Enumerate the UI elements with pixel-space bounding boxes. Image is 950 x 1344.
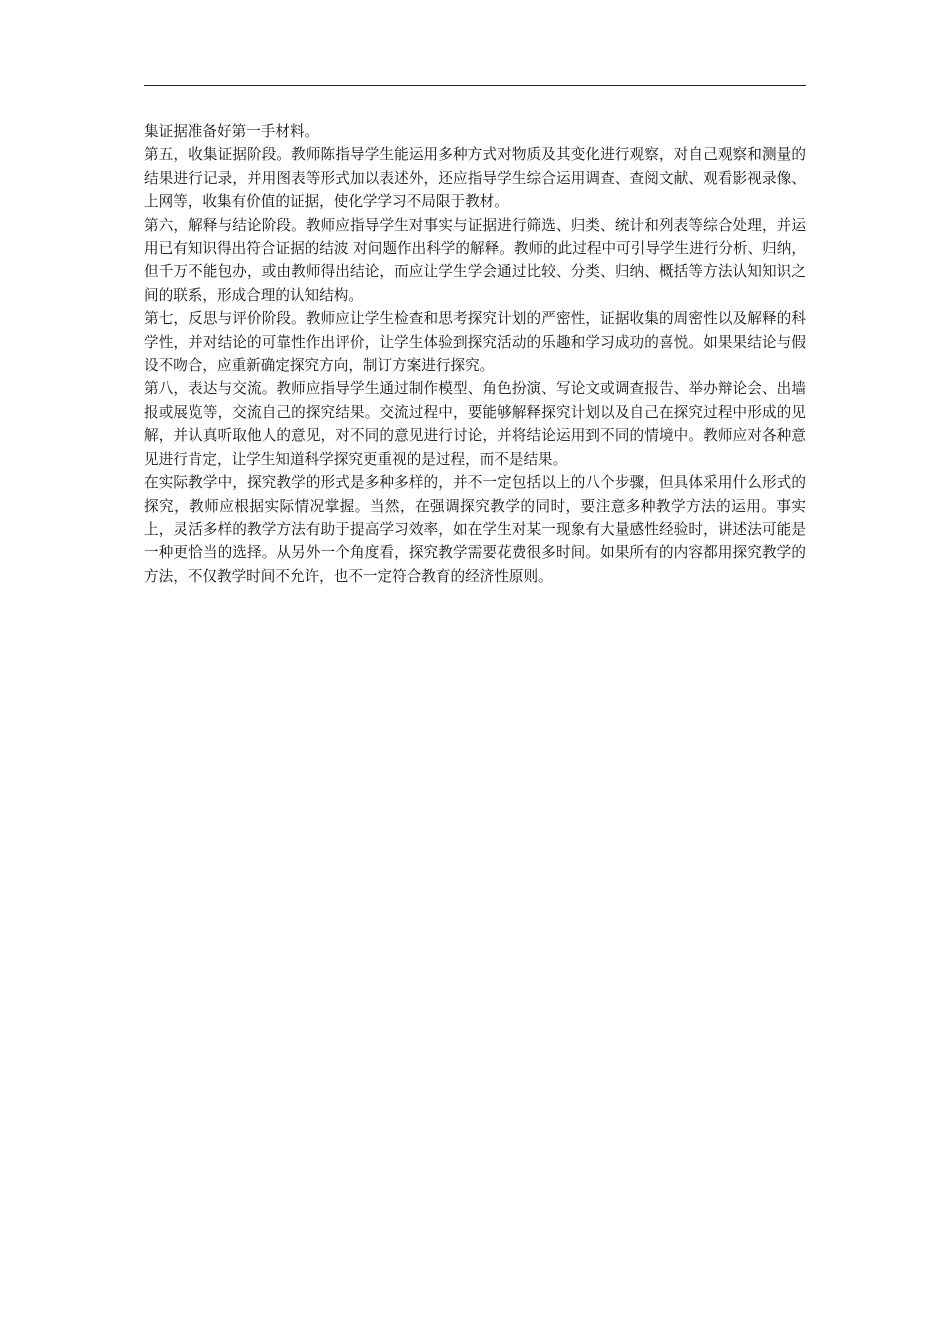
paragraph-step-seven: 第七，反思与评价阶段。教师应让学生检查和思考探究计划的严密性，证据收集的周密性以及解释的科学性，并对结论的可靠性作出评价，让学生体验到探究活动的乐趣和学习成功的喜悦。如果果结论与假设不吻合，应重新确定探究方向，制订方案进行探究。 [144, 310, 806, 375]
paragraph-step-six: 第六，解释与结论阶段。教师应指导学生对事实与证据进行筛选、归类、统计和列表等综合处理，并运用已有知识得出符合证据的结波 对问题作出科学的解释。教师的此过程中可引导学生进行分析、归纳，但千万不能包办，或由教师得出结论，而应让学生学会通过比较、分类、归纳、概括等方法认知知识之间的联系，形成合理的认知结构。 [144, 216, 806, 304]
paragraph-step-eight: 第八，表达与交流。教师应指导学生通过制作模型、角色扮演、写论文或调查报告、举办辩论会、出墙报或展览等，交流自己的探究结果。交流过程中，要能够解释探究计划以及自己在探究过程中形成的见解，并认真听取他人的意见，对不同的意见进行讨论，并将结论运用到不同的情境中。教师应对各种意见进行肯定，让学生知道科学探究更重视的是过程，而不是结果。 [144, 380, 806, 468]
paragraph-continuation: 集证据准备好第一手材料。 [144, 123, 320, 140]
paragraph-step-five: 第五，收集证据阶段。教师陈指导学生能运用多种方式对物质及其变化进行观察，对自己观察和测量的结果进行记录，并用图表等形式加以表述外，还应指导学生综合运用调查、查阅文献、观看影视录像、上网等，收集有价值的证据，使化学学习不局限于教材。 [144, 146, 806, 211]
paragraph-conclusion: 在实际教学中，探究教学的形式是多种多样的，并不一定包括以上的八个步骤，但具体采用什么形式的探究，教师应根据实际情况掌握。当然，在强调探究教学的同时，要注意多种教学方法的运用。事实上，灵活多样的教学方法有助于提高学习效率，如在学生对某一现象有大量感性经验时，讲述法可能是一种更恰当的选择。从另外一个角度看，探究教学需要花费很多时间。如果所有的内容都用探究教学的方法，不仅教学时间不允许，也不一定符合教育的经济性原则。 [144, 474, 806, 585]
header-rule [144, 85, 806, 86]
body-text [144, 120, 806, 588]
